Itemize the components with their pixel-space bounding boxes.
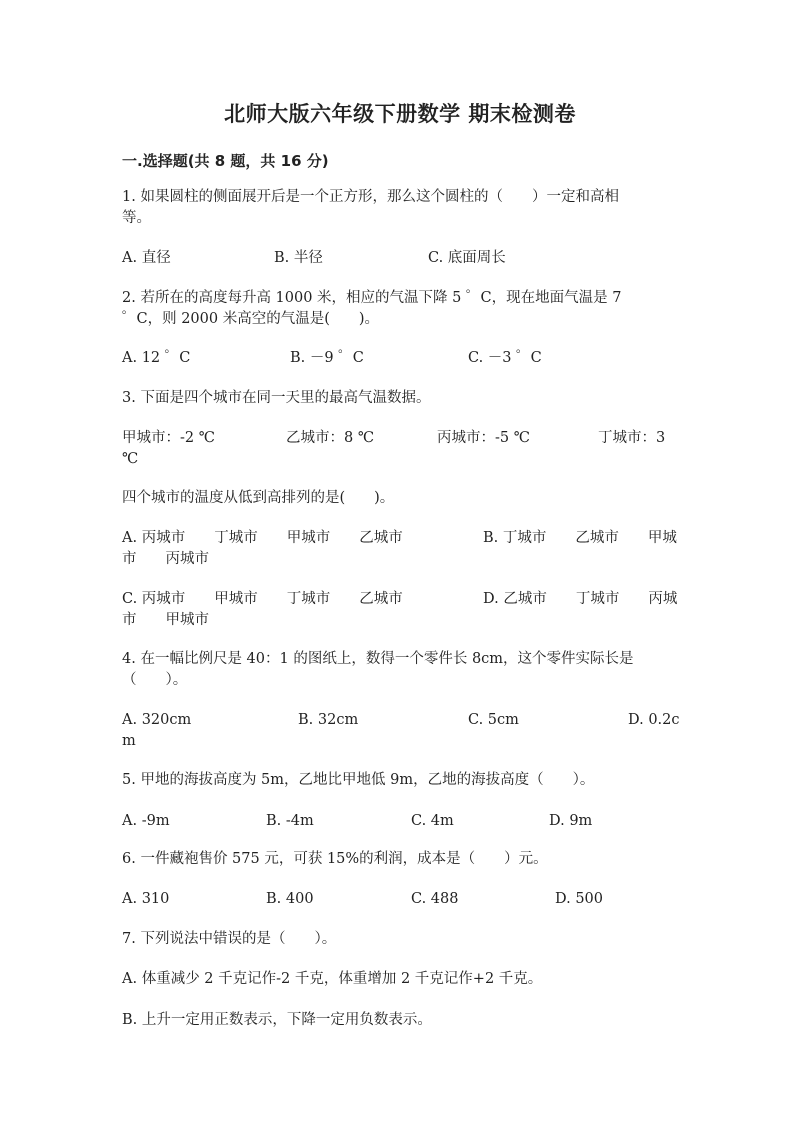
q1-option-b: B. 半径	[274, 250, 323, 266]
question-5-text: 5. 甲地的海拔高度为 5m，乙地比甲地低 9m，乙地的海拔高度（ ）。	[122, 772, 595, 788]
q3-option-b-wrap: 市 丙城市	[122, 551, 209, 567]
q6-option-a: A. 310	[122, 891, 170, 907]
question-1-text-wrap: 等。	[122, 210, 151, 226]
section-heading: 一.选择题(共 8 题，共 16 分)	[122, 152, 329, 170]
q3-option-d: D. 乙城市 丁城市 丙城	[483, 591, 678, 607]
q4-option-b: B. 32cm	[298, 712, 359, 728]
question-1-text: 1. 如果圆柱的侧面展开后是一个正方形，那么这个圆柱的（ ）一定和高相	[122, 189, 619, 205]
q5-option-c: C. 4m	[411, 813, 454, 829]
q7-option-a: A. 体重减少 2 千克记作-2 千克，体重增加 2 千克记作+2 千克。	[122, 971, 543, 987]
q3-option-b: B. 丁城市 乙城市 甲城	[483, 530, 677, 546]
city-ding-unit-wrap: ℃	[122, 451, 139, 467]
question-3-text: 3. 下面是四个城市在同一天里的最高气温数据。	[122, 390, 431, 406]
city-bing: 丙城市：-5 ℃	[437, 430, 530, 446]
q5-option-d: D. 9m	[549, 813, 593, 829]
q4-option-a: A. 320cm	[122, 712, 192, 728]
q5-option-b: B. -4m	[266, 813, 314, 829]
q2-option-c: C. －3 ゜C	[468, 350, 542, 366]
city-yi: 乙城市：8 ℃	[286, 430, 375, 446]
q6-option-d: D. 500	[555, 891, 604, 907]
question-6-text: 6. 一件藏袍售价 575 元，可获 15%的利润，成本是（ ）元。	[122, 851, 548, 867]
q5-option-a: A. -9m	[122, 813, 170, 829]
question-4-text: 4. 在一幅比例尺是 40：1 的图纸上，数得一个零件长 8cm，这个零件实际长是	[122, 651, 634, 667]
question-2-text-wrap: ゜C，则 2000 米高空的气温是( )。	[122, 311, 380, 327]
q3-option-d-wrap: 市 甲城市	[122, 612, 209, 628]
q1-option-c: C. 底面周长	[428, 250, 506, 266]
q6-option-c: C. 488	[411, 891, 459, 907]
q7-option-b: B. 上升一定用正数表示，下降一定用负数表示。	[122, 1012, 432, 1028]
city-jia: 甲城市：-2 ℃	[122, 430, 215, 446]
page-title: 北师大版六年级下册数学 期末检测卷	[224, 102, 576, 126]
q4-option-d: D. 0.2c	[628, 712, 680, 728]
question-7-text: 7. 下列说法中错误的是（ ）。	[122, 931, 337, 947]
q1-option-a: A. 直径	[122, 250, 171, 266]
q4-option-c: C. 5cm	[468, 712, 519, 728]
q2-option-a: A. 12 ゜C	[122, 350, 191, 366]
question-4-text-wrap: （ ）。	[122, 672, 188, 688]
question-3-prompt: 四个城市的温度从低到高排列的是( )。	[122, 490, 395, 506]
q3-option-c: C. 丙城市 甲城市 丁城市 乙城市	[122, 591, 403, 607]
city-ding: 丁城市：3	[598, 430, 666, 446]
q2-option-b: B. －9 ゜C	[290, 350, 364, 366]
q3-option-a: A. 丙城市 丁城市 甲城市 乙城市	[122, 530, 403, 546]
q4-option-d-wrap: m	[122, 733, 136, 749]
q6-option-b: B. 400	[266, 891, 314, 907]
question-2-text: 2. 若所在的高度每升高 1000 米，相应的气温下降 5 ゜C，现在地面气温是 7	[122, 290, 622, 306]
